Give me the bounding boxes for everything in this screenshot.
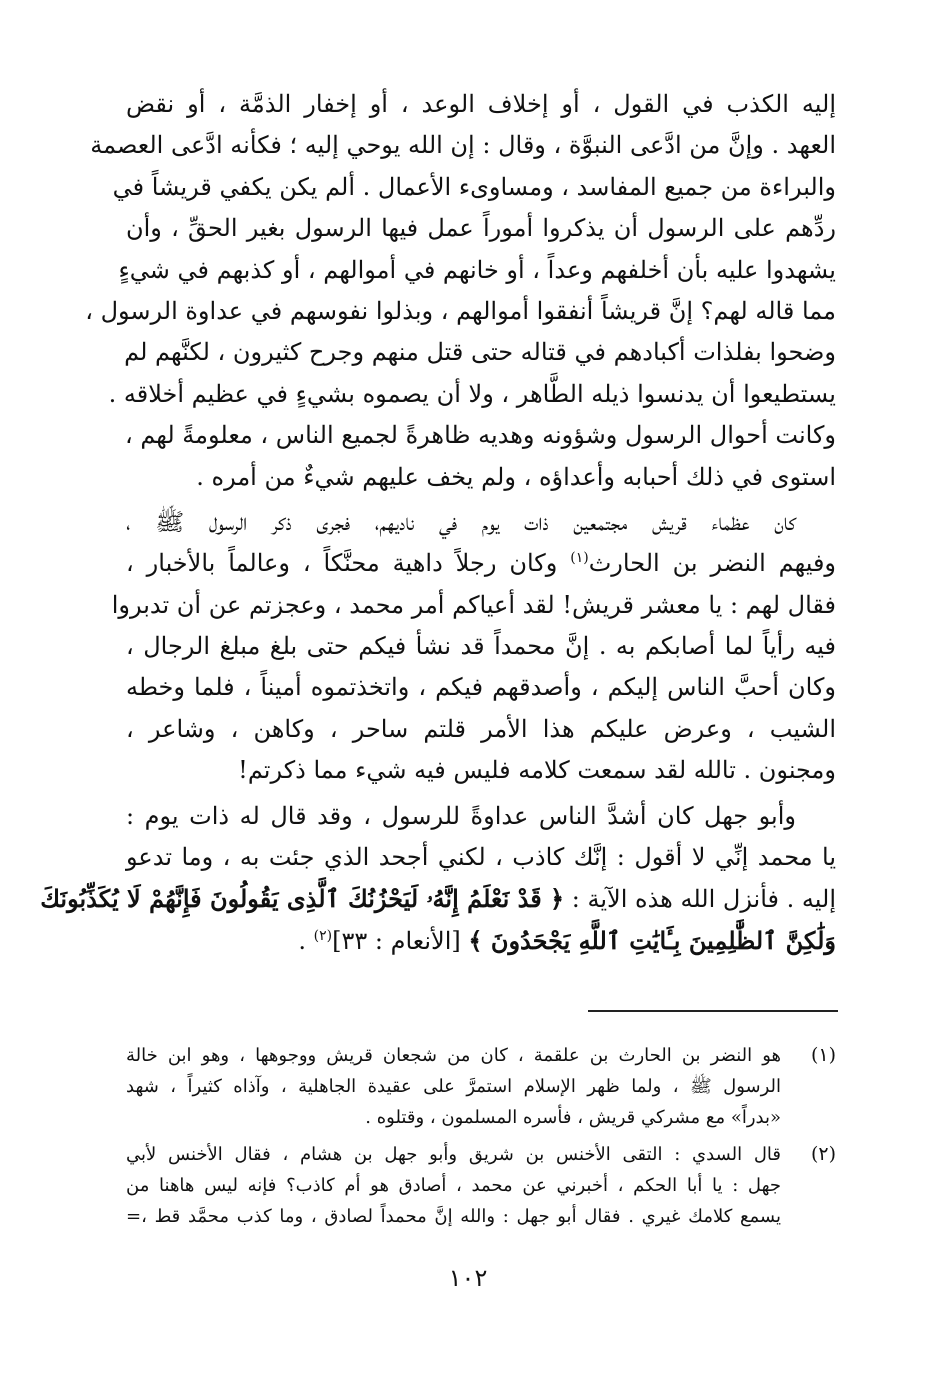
text-fragment: وفيهم النضر بن الحارث — [588, 549, 837, 578]
text-line: إليه الكذب في القول ، أو إخلاف الوعد ، أو إخفار الذمَّة ، أو نقض — [126, 90, 836, 118]
main-text — [40, 84, 837, 961]
footnote-line: جهل : يا أبا الحكم ، أخبرني عن محمد ، أصادق هو أم كاذب؟ فإنه ليس هاهنا من — [126, 1175, 781, 1196]
footnote-2 — [126, 1139, 836, 1232]
footnote-line: الرسول ﷺ ، ولما ظهر الإسلام استمرَّ على عقيدة الجاهلية ، وآذاه كثيراً ، شهد — [126, 1076, 781, 1097]
text-line: فقال لهم : يا معشر قريش! لقد أعياكم أمر محمد ، وعجزتم عن أن تدبروا — [111, 590, 836, 619]
text-line: كان عظماء قريش مجتمعين ذات يوم في ناديهم، فجرى ذكر الرسول ﷺ ، — [126, 507, 796, 536]
text-line: وكانت أحوال الرسول وشؤونه وهديه ظاهرةً لجميع الناس ، معلومةً لهم ، — [124, 421, 836, 450]
paragraph-3 — [40, 796, 836, 962]
text-fragment: وكان رجلاً داهية محنَّكاً ، وعالماً بالأخبار ، — [126, 549, 571, 578]
text-fragment: . — [298, 926, 314, 955]
paragraph-1 — [85, 84, 836, 498]
quran-verse: وَلَٰكِنَّ ٱلظَّٰلِمِينَ بِـَٔايَٰتِ ٱللَّهِ يَجْحَدُونَ ﴾ — [468, 925, 836, 955]
text-line — [40, 878, 836, 919]
text-line — [126, 543, 836, 584]
text-line: الشيب ، وعرض عليكم هذا الأمر قلتم ساحر ، وكاهن ، وشاعر ، — [126, 714, 836, 743]
footnote-line: «بدراً» مع مشركي قريش ، فأسره المسلمون ، وقتلوه . — [365, 1107, 781, 1128]
footnotes — [126, 1040, 836, 1238]
text-line: وضحوا بفلذات أكبادهم في قتاله حتى قتل منهم وجرح كثيرون ، لكنَّهم لم — [124, 338, 836, 367]
footnote-number: (١) — [810, 1044, 836, 1066]
footnote-number: (٢) — [810, 1143, 836, 1165]
text-line: يا محمد إنِّي لا أقول : إنَّك كاذب ، لكني أجحد الذي جئت به ، وما تدعو — [126, 843, 836, 872]
footnote-line: قال السدي : التقى الأخنس بن شريق وأبو جهل بن هشام ، فقال الأخنس لأبي — [126, 1144, 781, 1165]
text-line: ومجنون . تالله لقد سمعت كلامه فليس فيه شيء مما ذكرتم! — [238, 756, 836, 785]
footnote-ref-1[interactable]: (١) — [570, 550, 589, 567]
text-line: فيه رأياً لما أصابكم به . إنَّ محمداً قد نشأ فيكم حتى بلغ مبلغ الرجال ، — [126, 632, 836, 661]
page-number: ١٠٢ — [448, 1264, 488, 1292]
text-line: يستطيعوا أن يدنسوا ذيله الطَّاهر ، ولا أن يصموه بشيءٍ في عظيم أخلاقه . — [108, 379, 836, 408]
footnote-divider — [588, 1010, 838, 1012]
verse-citation: [الأنعام : ٣٣] — [332, 926, 469, 955]
paragraph-2 — [111, 502, 837, 792]
quran-verse: ﴿ قَدْ نَعْلَمُ إِنَّهُۥ لَيَحْزُنُكَ ٱلَّذِى يَقُولُونَ فَإِنَّهُمْ لَا يُكَذِّبُونَكَ — [40, 884, 565, 914]
text-line: العهد . وإنَّ من ادَّعى النبوَّة ، وقال : إن الله يوحي إليه ؛ فكأنه ادَّعى العصمة — [90, 131, 836, 160]
text-line: ردِّهم على الرسول أن يذكروا أموراً عمل فيها الرسول بغير الحقِّ ، وأن — [126, 214, 836, 243]
text-line: وكان أحبَّ الناس إليكم ، وأصدقهم فيكم ، واتخذتموه أميناً ، فلما وخطه — [126, 673, 836, 702]
text-line: يشهدوا عليه بأن أخلفهم وعداً ، أو خانهم في أموالهم ، أو كذبهم في شيءٍ — [118, 255, 836, 284]
text-line: استوى في ذلك أحبابه وأعداؤه ، ولم يخف عليهم شيءٌ من أمره . — [196, 462, 836, 491]
text-line: مما قاله لهم؟ إنَّ قريشاً أنفقوا أموالهم ، وبذلوا نفوسهم في عداوة الرسول ، — [85, 296, 836, 325]
footnote-1 — [126, 1040, 836, 1133]
text-line: والبراءة من جميع المفاسد ، ومساوىء الأعمال . ألم يكن يكفي قريشاً في — [112, 172, 836, 201]
footnote-line: هو النضر بن الحارث بن علقمة ، كان من شجعان قريش ووجوهها ، وهو ابن خالة — [126, 1045, 781, 1066]
footnote-ref-2[interactable]: (٢) — [313, 927, 333, 944]
text-fragment: إليه . فأنزل الله هذه الآية : — [564, 885, 836, 914]
text-line — [126, 920, 836, 961]
text-line: وأبو جهل كان أشدَّ الناس عداوةً للرسول ، وقد قال له ذات يوم : — [126, 801, 796, 830]
footnote-line: يسمع كلامك غيري . فقال أبو جهل : والله إنَّ محمداً لصادق ، وما كذب محمَّد قط ،= — [126, 1206, 781, 1227]
